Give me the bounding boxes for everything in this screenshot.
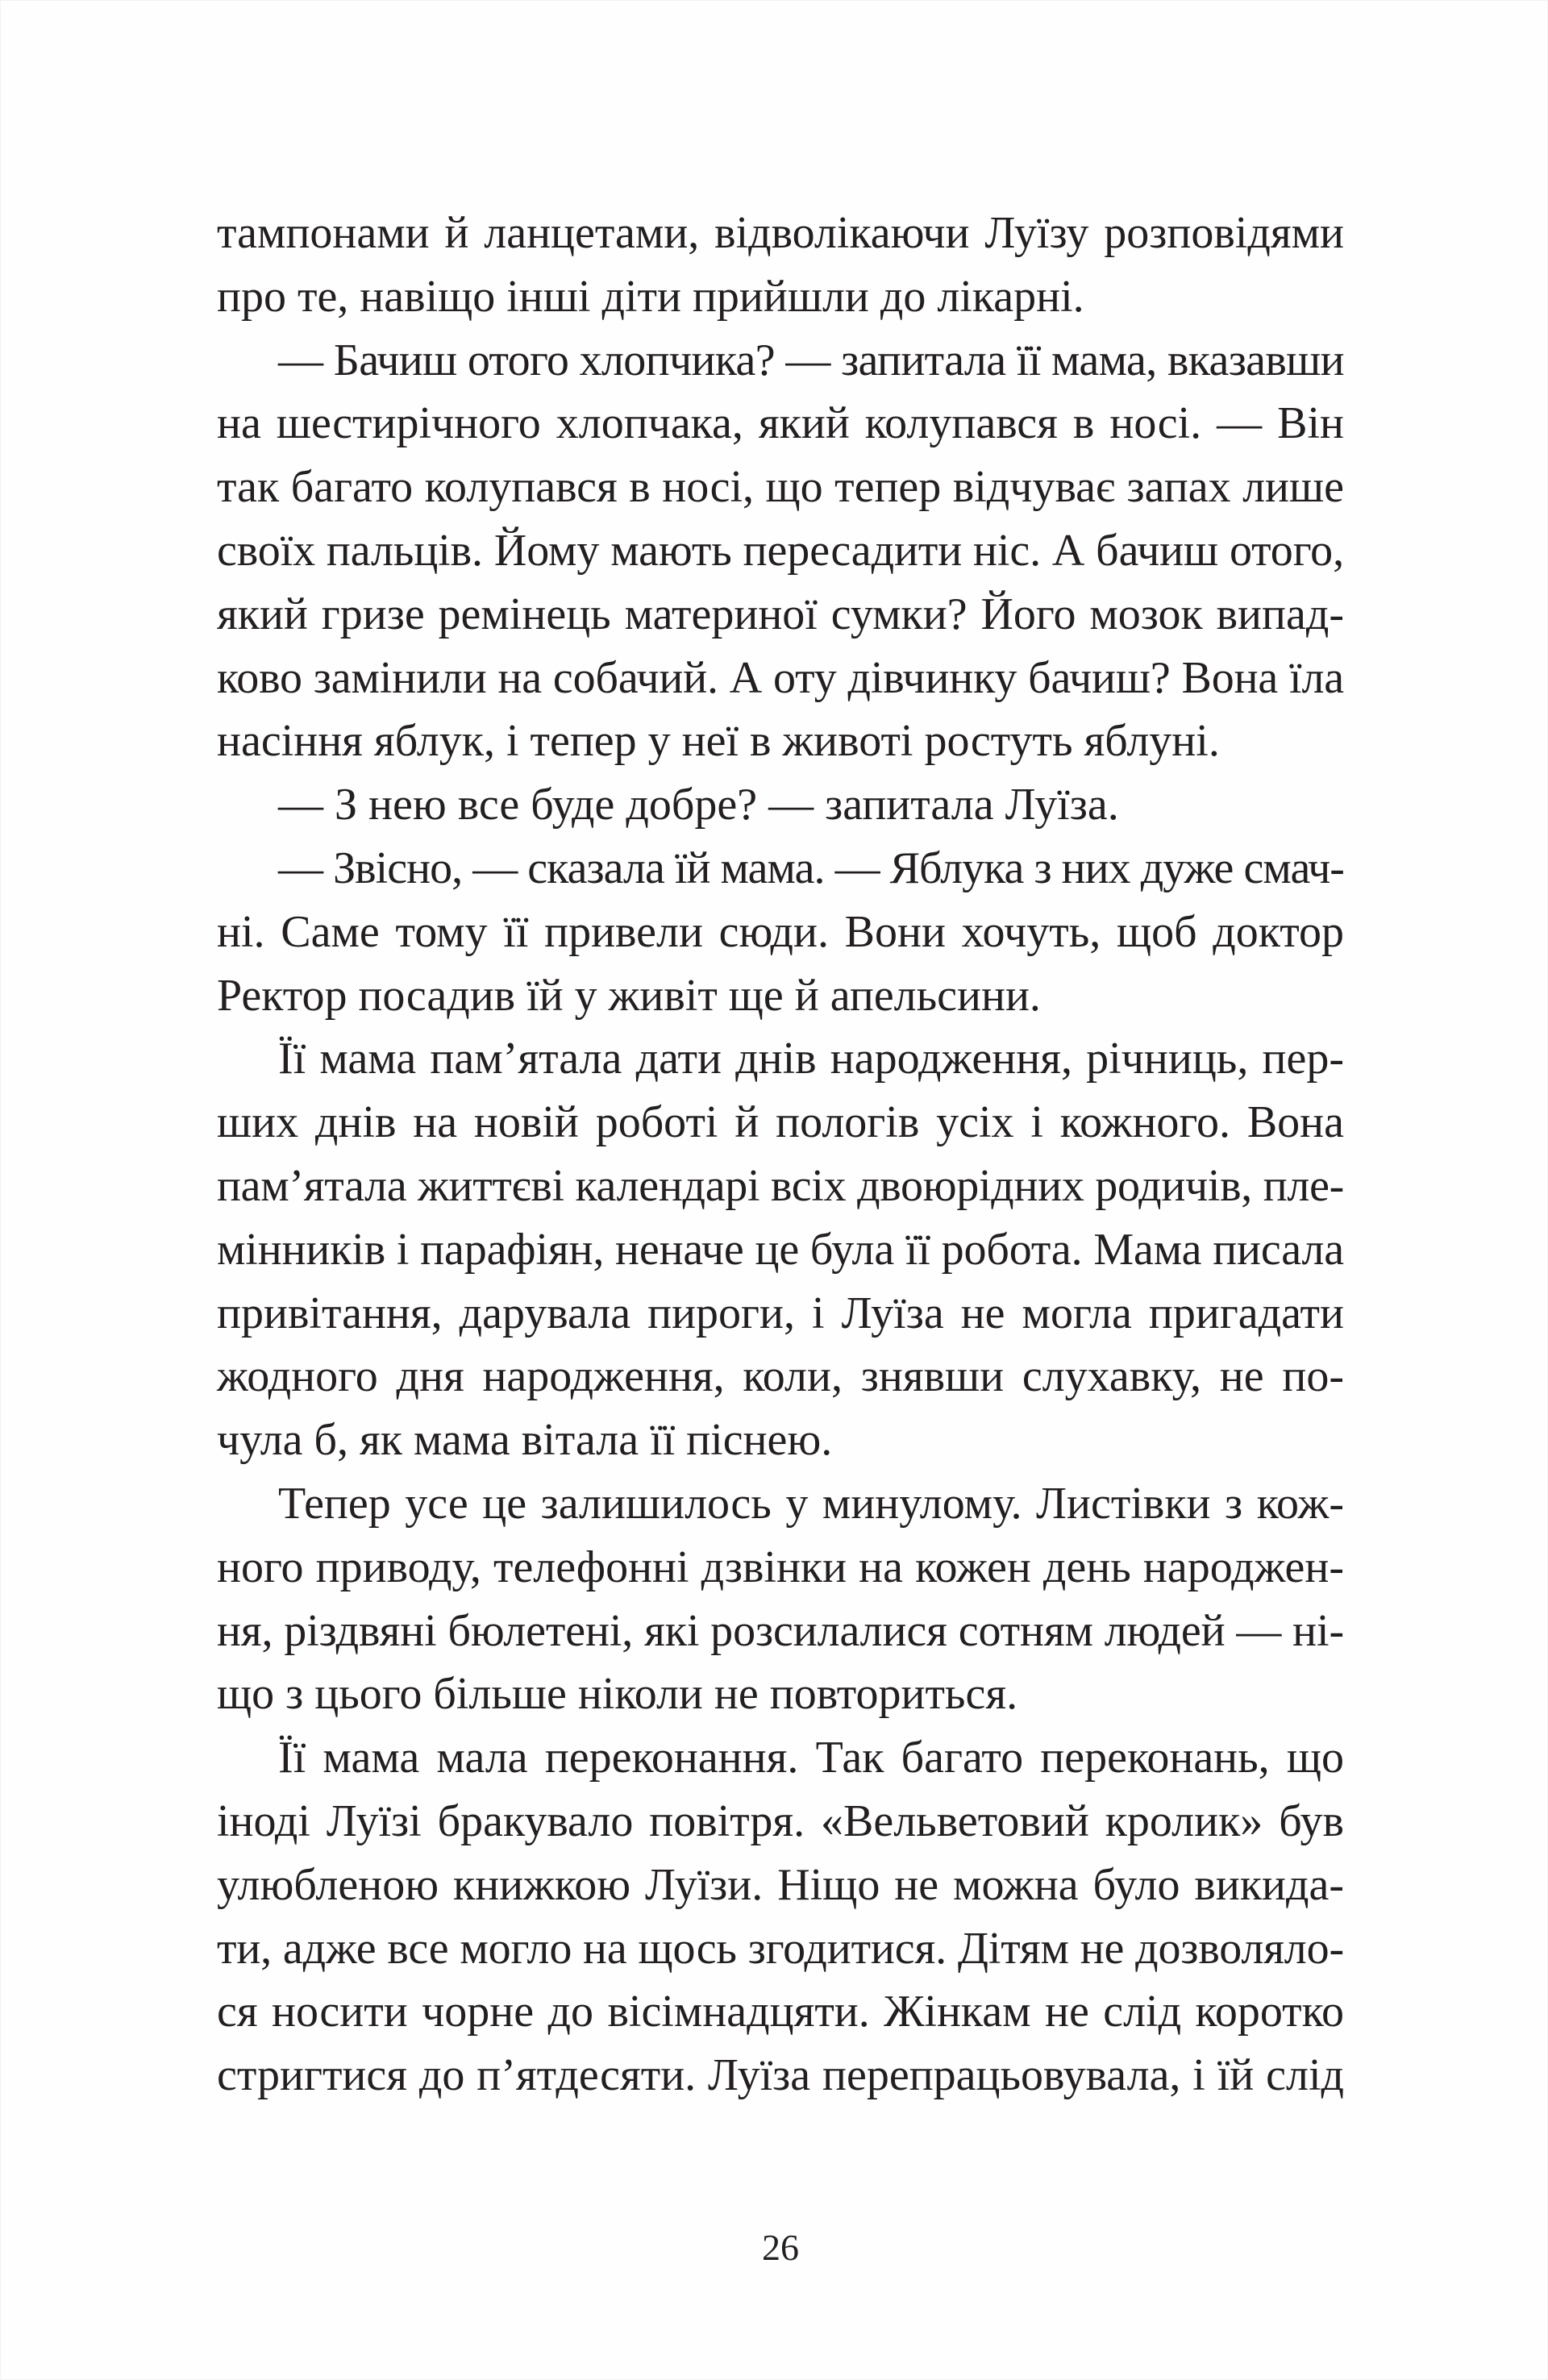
text-line: жодного дня народження, коли, знявши слухавку, не по- bbox=[217, 1351, 1344, 1402]
text-line: ного приводу, телефонні дзвінки на кожен день народжен- bbox=[217, 1542, 1344, 1592]
text-line: Її мама пам’ятала дати днів народження, річниць, пер- bbox=[278, 1034, 1344, 1084]
text-line: ково замінили на собачий. А оту дівчинку бачиш? Вона їла bbox=[217, 652, 1344, 703]
text-line: ні. Саме тому її привели сюди. Вони хочуть, щоб доктор bbox=[217, 906, 1344, 957]
text-line: пам’ятала життєві календарі всіх двоюрідних родичів, пле- bbox=[217, 1160, 1345, 1211]
text-line: тампонами й ланцетами, відволікаючи Луїзу розповідями bbox=[217, 208, 1344, 258]
text-line: чула б, як мама вітала її піснею. bbox=[217, 1415, 833, 1466]
text-line: насіння яблук, і тепер у неї в животі ростуть яблуні. bbox=[217, 716, 1220, 767]
text-line: — Бачиш отого хлопчика? — запитала її мама, вказавши bbox=[278, 335, 1344, 385]
text-line: своїх пальців. Йому мають пересадити ніс. А бачиш отого, bbox=[217, 525, 1344, 576]
text-line: мінників і парафіян, неначе це була її робота. Мама писала bbox=[217, 1224, 1344, 1275]
text-line: — Звісно, — сказала їй мама. — Яблука з них дуже смач- bbox=[278, 843, 1344, 893]
text-line: — З нею все буде добре? — запитала Луїза. bbox=[278, 780, 1119, 830]
text-line: стригтися до п’ятдесяти. Луїза перепрацьовувала, і їй слід bbox=[217, 2050, 1344, 2101]
text-line: що з цього більше ніколи не повториться. bbox=[217, 1669, 1018, 1720]
text-line: ня, різдвяні бюлетені, які розсилалися сотням людей — ні- bbox=[217, 1605, 1345, 1656]
text-line: Тепер усе це залишилось у минулому. Листівки з кож- bbox=[278, 1478, 1344, 1529]
text-line: який гризе ремінець материної сумки? Його мозок випад- bbox=[217, 589, 1344, 639]
text-line: ся носити чорне до вісімнадцяти. Жінкам не слід коротко bbox=[217, 1987, 1344, 2037]
body-text bbox=[217, 202, 1344, 2107]
text-line: привітання, дарувала пироги, і Луїза не могла пригадати bbox=[217, 1288, 1344, 1338]
text-line: ти, адже все могло на щось згодитися. Дітям не дозволяло- bbox=[217, 1923, 1345, 1974]
text-line: улюбленою книжкою Луїзи. Ніщо не можна було викида- bbox=[217, 1859, 1344, 1910]
text-line: про те, навіщо інші діти прийшли до лікарні. bbox=[217, 271, 1084, 322]
text-line: Ректор посадив їй у живіт ще й апельсини. bbox=[217, 970, 1041, 1021]
text-line: Її мама мала переконання. Так багато переконань, що bbox=[278, 1733, 1344, 1783]
text-line: іноді Луїзі бракувало повітря. «Вельветовий кролик» був bbox=[217, 1795, 1344, 1846]
text-line: на шестирічного хлопчака, який колупався в носі. — Він bbox=[217, 398, 1344, 449]
page-number: 26 bbox=[762, 2227, 799, 2268]
text-line: так багато колупався в носі, що тепер відчуває запах лише bbox=[217, 462, 1344, 513]
text-line: ших днів на новій роботі й пологів усіх і кожного. Вона bbox=[217, 1097, 1344, 1148]
